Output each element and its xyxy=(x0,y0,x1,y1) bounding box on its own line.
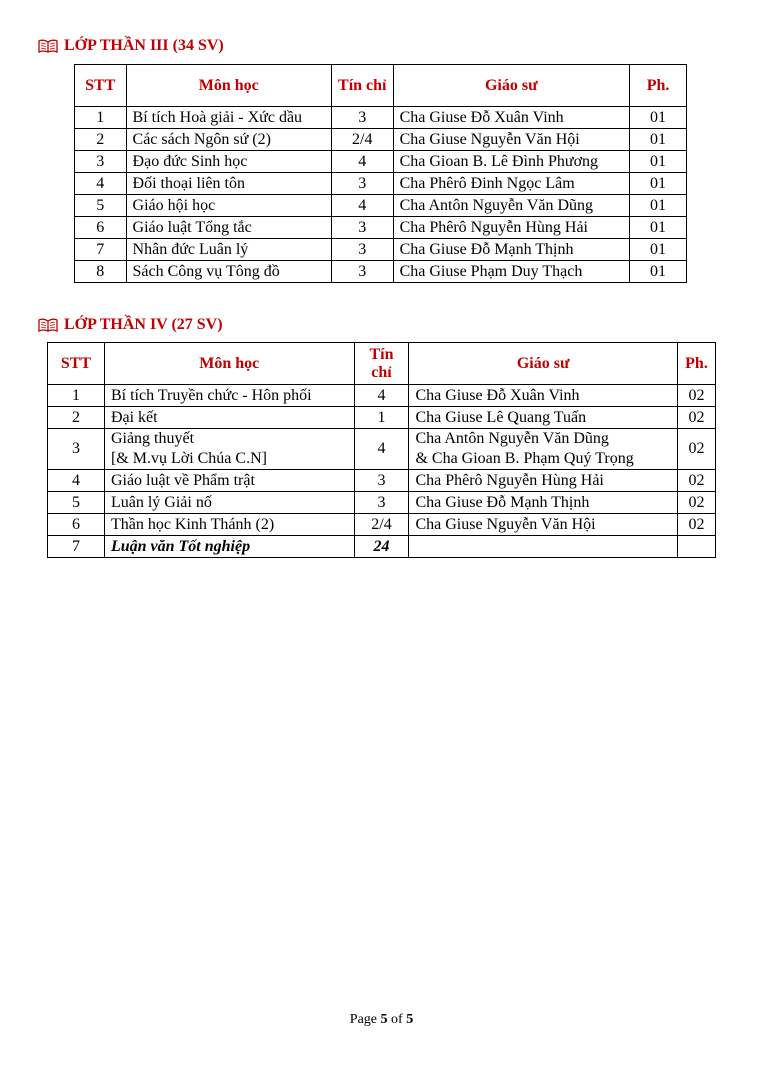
cell-phong xyxy=(677,492,715,514)
stt-value: 2 xyxy=(96,130,105,148)
cell-phong xyxy=(677,514,715,536)
cell-tin-chi xyxy=(331,239,393,261)
footer-prefix: Page xyxy=(349,1012,381,1027)
table-row xyxy=(48,514,716,536)
header-tin-chi: Tín chỉ xyxy=(331,65,393,107)
stt-value: 4 xyxy=(71,471,80,489)
table-row xyxy=(75,261,687,283)
cell-mon-hoc xyxy=(104,407,354,429)
cell-stt xyxy=(75,107,127,129)
cell-stt xyxy=(48,429,105,470)
cell-mon-hoc xyxy=(104,514,354,536)
tin-chi-value: 3 xyxy=(358,240,367,258)
header-phong: Ph. xyxy=(630,65,687,107)
phong-value: 02 xyxy=(688,471,705,489)
cell-giao-su xyxy=(393,173,630,195)
cell-phong xyxy=(677,407,715,429)
tin-chi-value: 3 xyxy=(358,108,367,126)
table-row xyxy=(48,470,716,492)
cell-giao-su xyxy=(393,195,630,217)
tin-chi-value: 3 xyxy=(358,218,367,236)
cell-stt xyxy=(75,261,127,283)
cell-giao-su xyxy=(409,429,678,470)
cell-phong xyxy=(630,239,687,261)
cell-mon-hoc xyxy=(104,385,354,407)
phong-value: 01 xyxy=(650,174,667,192)
cell-giao-su xyxy=(409,407,678,429)
cell-tin-chi xyxy=(354,385,409,407)
cell-stt xyxy=(75,173,127,195)
cell-tin-chi xyxy=(354,536,409,558)
stt-value: 4 xyxy=(96,174,105,192)
table-body xyxy=(75,65,687,283)
mon-line: Nhân đức Luân lý xyxy=(132,240,249,258)
phong-value: 01 xyxy=(650,152,667,170)
gs-line: Cha Giuse Đỗ Xuân Vinh xyxy=(415,386,580,404)
phong-value: 01 xyxy=(650,218,667,236)
cell-tin-chi xyxy=(331,151,393,173)
cell-tin-chi xyxy=(331,107,393,129)
cell-stt xyxy=(48,492,105,514)
tin-chi-value: 3 xyxy=(358,262,367,280)
table-row xyxy=(48,536,716,558)
stt-value: 6 xyxy=(71,515,80,533)
gs-line: Cha Antôn Nguyễn Văn Dũng xyxy=(399,196,594,214)
cell-giao-su xyxy=(393,129,630,151)
mon-line: Đối thoại liên tôn xyxy=(132,174,245,192)
cell-tin-chi xyxy=(331,217,393,239)
cell-phong xyxy=(630,151,687,173)
cell-giao-su xyxy=(409,536,678,558)
mon-line: Giáo luật Tổng tắc xyxy=(132,218,252,236)
cell-tin-chi xyxy=(331,195,393,217)
tin-chi-value: 2/4 xyxy=(352,130,373,148)
header-stt: STT xyxy=(48,343,105,385)
cell-stt xyxy=(48,536,105,558)
phong-value: 01 xyxy=(650,130,667,148)
mon-line: Luận văn Tốt nghiệp xyxy=(110,537,251,555)
phong-value: 01 xyxy=(650,196,667,214)
phong-value: 01 xyxy=(650,262,667,280)
stt-value: 2 xyxy=(71,408,80,426)
stt-value: 5 xyxy=(96,196,105,214)
cell-tin-chi xyxy=(354,470,409,492)
cell-giao-su xyxy=(409,470,678,492)
header-stt: STT xyxy=(75,65,127,107)
open-book-icon xyxy=(38,318,58,332)
table-row xyxy=(75,107,687,129)
cell-giao-su xyxy=(393,107,630,129)
cell-phong xyxy=(630,261,687,283)
cell-tin-chi xyxy=(354,407,409,429)
cell-stt xyxy=(75,195,127,217)
cell-phong xyxy=(630,195,687,217)
total-page-number: 5 xyxy=(406,1012,414,1027)
cell-stt xyxy=(75,217,127,239)
mon-line: Giáo luật về Phẩm trật xyxy=(110,471,255,489)
cell-giao-su xyxy=(393,151,630,173)
page-footer xyxy=(0,1012,763,1028)
gs-line: Cha Giuse Phạm Duy Thạch xyxy=(399,262,583,280)
table-row xyxy=(75,239,687,261)
cell-tin-chi xyxy=(331,173,393,195)
cell-stt xyxy=(48,514,105,536)
cell-giao-su xyxy=(409,514,678,536)
footer-of: of xyxy=(387,1012,407,1027)
tin-chi-value: 4 xyxy=(377,440,386,457)
table-row xyxy=(48,407,716,429)
tin-chi-value: 4 xyxy=(358,152,367,170)
table-row xyxy=(75,173,687,195)
cell-tin-chi xyxy=(354,429,409,470)
cell-giao-su xyxy=(393,217,630,239)
cell-mon-hoc xyxy=(126,173,331,195)
mon-line: Bí tích Hoà giải - Xức dầu xyxy=(132,108,303,126)
cell-phong xyxy=(677,470,715,492)
cell-mon-hoc xyxy=(126,239,331,261)
table-row xyxy=(75,151,687,173)
phong-value: 01 xyxy=(650,240,667,258)
course-table-than-iv xyxy=(47,342,716,558)
cell-tin-chi xyxy=(331,261,393,283)
tin-chi-value: 3 xyxy=(377,493,386,511)
cell-tin-chi xyxy=(354,514,409,536)
tin-chi-value: 24 xyxy=(373,537,390,555)
mon-line: Đại kết xyxy=(110,408,158,426)
cell-tin-chi xyxy=(354,492,409,514)
mon-line: Sách Công vụ Tông đồ xyxy=(132,262,280,280)
mon-line: [& M.vụ Lời Chúa C.N] xyxy=(110,450,267,467)
section-title-text: LỚP THẦN IV (27 SV) xyxy=(64,316,223,333)
cell-stt xyxy=(48,470,105,492)
phong-value: 01 xyxy=(650,108,667,126)
cell-phong xyxy=(630,107,687,129)
stt-value: 3 xyxy=(71,440,80,457)
section-title-text: LỚP THẦN III (34 SV) xyxy=(64,37,224,54)
tin-chi-value: 4 xyxy=(358,196,367,214)
stt-value: 3 xyxy=(96,152,105,170)
cell-giao-su xyxy=(393,239,630,261)
section-title-than-iv xyxy=(38,316,223,334)
gs-line: Cha Giuse Nguyễn Văn Hội xyxy=(415,515,596,533)
cell-phong xyxy=(677,429,715,470)
tin-chi-value: 3 xyxy=(377,471,386,489)
tin-chi-value: 1 xyxy=(377,408,386,426)
gs-line: Cha Giuse Nguyễn Văn Hội xyxy=(399,130,580,148)
cell-phong xyxy=(630,173,687,195)
open-book-icon xyxy=(38,39,58,53)
mon-line: Bí tích Truyền chức - Hôn phối xyxy=(110,386,312,404)
gs-line: Cha Phêrô Nguyễn Hùng Hải xyxy=(415,471,604,489)
phong-value: 02 xyxy=(688,408,705,426)
table-body xyxy=(48,343,716,558)
cell-giao-su xyxy=(393,261,630,283)
header-giao-su: Giáo sư xyxy=(409,343,678,385)
tin-chi-value: 4 xyxy=(377,386,386,404)
cell-mon-hoc xyxy=(126,107,331,129)
gs-line: Cha Giuse Đỗ Xuân Vinh xyxy=(399,108,564,126)
header-phong: Ph. xyxy=(677,343,715,385)
gs-line: Cha Giuse Đỗ Mạnh Thịnh xyxy=(399,240,574,258)
cell-mon-hoc xyxy=(104,470,354,492)
mon-line: Luân lý Giải nố xyxy=(110,493,212,511)
gs-line: Cha Giuse Lê Quang Tuấn xyxy=(415,408,587,426)
header-mon-hoc: Môn học xyxy=(126,65,331,107)
cell-phong xyxy=(677,536,715,558)
stt-value: 7 xyxy=(96,240,105,258)
header-mon-hoc: Môn học xyxy=(104,343,354,385)
table-row xyxy=(75,129,687,151)
table-row xyxy=(48,385,716,407)
cell-mon-hoc xyxy=(126,195,331,217)
table-row xyxy=(48,492,716,514)
stt-value: 7 xyxy=(71,537,80,555)
gs-line: Cha Giuse Đỗ Mạnh Thịnh xyxy=(415,493,590,511)
stt-value: 5 xyxy=(71,493,80,511)
cell-mon-hoc xyxy=(126,217,331,239)
cell-phong xyxy=(677,385,715,407)
header-row xyxy=(48,343,716,385)
cell-mon-hoc xyxy=(104,492,354,514)
mon-line: Các sách Ngôn sứ (2) xyxy=(132,130,271,148)
section-title-than-iii xyxy=(38,37,224,55)
cell-stt xyxy=(75,239,127,261)
mon-line: Giáo hội học xyxy=(132,196,216,214)
cell-mon-hoc xyxy=(104,536,354,558)
tin-chi-value: 2/4 xyxy=(371,515,392,533)
table-row xyxy=(75,217,687,239)
table-row xyxy=(48,429,716,470)
gs-line: Cha Phêrô Nguyễn Hùng Hải xyxy=(399,218,588,236)
table-row xyxy=(75,195,687,217)
mon-line: Đạo đức Sinh học xyxy=(132,152,248,170)
stt-value: 1 xyxy=(96,108,105,126)
cell-mon-hoc xyxy=(104,429,354,470)
mon-line: Giảng thuyết xyxy=(110,430,195,447)
header-tin-chi: Tín chỉ xyxy=(354,343,409,385)
cell-giao-su xyxy=(409,385,678,407)
cell-stt xyxy=(75,151,127,173)
cell-phong xyxy=(630,129,687,151)
cell-stt xyxy=(48,407,105,429)
cell-phong xyxy=(630,217,687,239)
header-giao-su: Giáo sư xyxy=(393,65,630,107)
mon-line: Thần học Kinh Thánh (2) xyxy=(110,515,275,533)
cell-mon-hoc xyxy=(126,151,331,173)
phong-value: 02 xyxy=(688,440,705,457)
cell-giao-su xyxy=(409,492,678,514)
gs-line: Cha Phêrô Đinh Ngọc Lâm xyxy=(399,174,575,192)
cell-tin-chi xyxy=(331,129,393,151)
phong-value: 02 xyxy=(688,386,705,404)
tin-chi-value: 3 xyxy=(358,174,367,192)
cell-stt xyxy=(48,385,105,407)
stt-value: 8 xyxy=(96,262,105,280)
phong-value: 02 xyxy=(688,515,705,533)
gs-line: & Cha Gioan B. Phạm Quý Trọng xyxy=(415,450,634,467)
header-row xyxy=(75,65,687,107)
cell-mon-hoc xyxy=(126,129,331,151)
stt-value: 6 xyxy=(96,218,105,236)
cell-stt xyxy=(75,129,127,151)
phong-value: 02 xyxy=(688,493,705,511)
gs-line: Cha Antôn Nguyễn Văn Dũng xyxy=(415,430,609,447)
gs-line: Cha Gioan B. Lê Đình Phương xyxy=(399,152,599,170)
stt-value: 1 xyxy=(71,386,80,404)
current-page-number: 5 xyxy=(380,1012,388,1027)
cell-mon-hoc xyxy=(126,261,331,283)
course-table-than-iii xyxy=(74,64,687,283)
